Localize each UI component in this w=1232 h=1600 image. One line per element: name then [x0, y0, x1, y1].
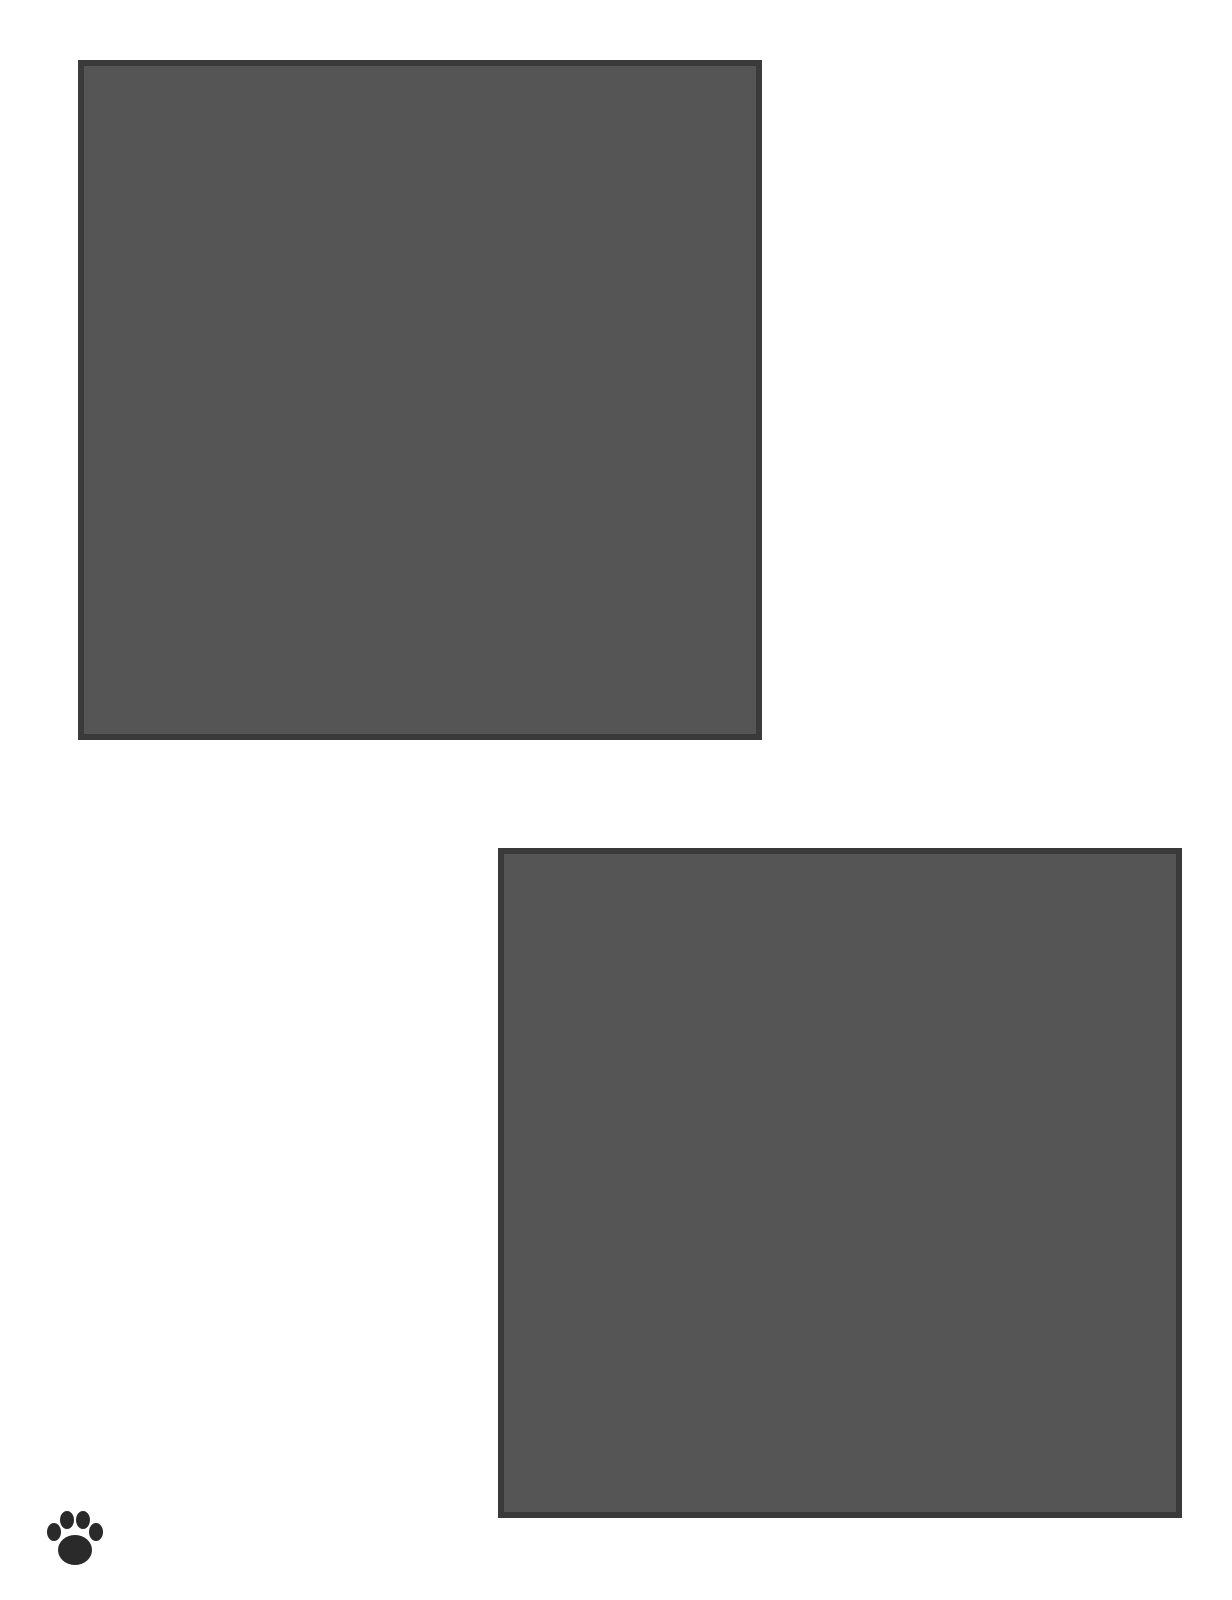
block-12-legend	[780, 292, 1200, 314]
block-12-chart-grid	[78, 60, 762, 740]
block-13-legend	[92, 994, 512, 1016]
block-13-grid-svg	[504, 854, 1176, 1512]
block-12-grid-svg	[84, 66, 756, 734]
paw-print-icon	[42, 1506, 108, 1572]
block-13-chart-grid	[498, 848, 1182, 1518]
